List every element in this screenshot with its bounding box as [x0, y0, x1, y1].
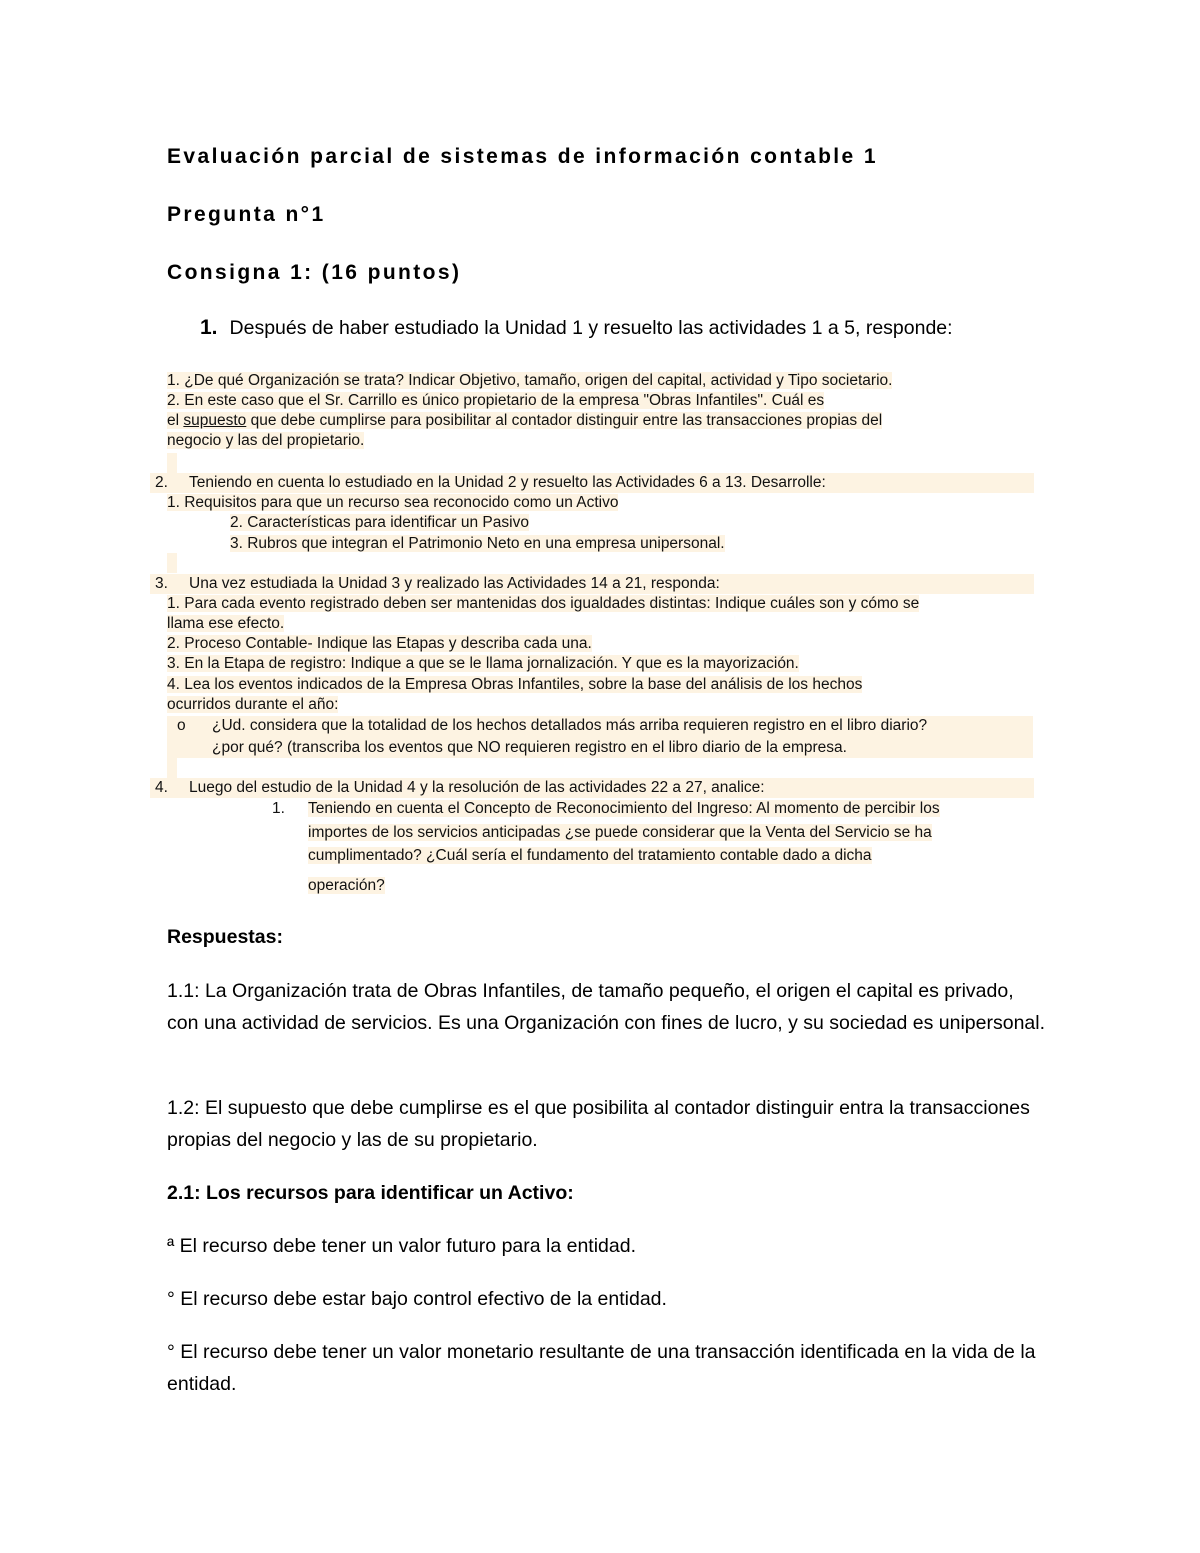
intro-number: 1. — [200, 316, 218, 339]
section3-item3: 3. En la Etapa de registro: Indique a que se le llama jornalización. Y que es la mayorización. — [167, 655, 799, 672]
section3-header: Una vez estudiada la Unidad 3 y realizado las Actividades 14 a 21, responda: — [189, 575, 720, 592]
answer-2-1-heading: 2.1: Los recursos para identificar un Activo: — [167, 1182, 574, 1204]
section3-bullet-marker: o — [177, 717, 186, 734]
section4-header: Luego del estudio de la Unidad 4 y la resolución de las actividades 22 a 27, analice: — [189, 779, 765, 796]
section4-item-line3: cumplimentado? ¿Cuál sería el fundamento del tratamiento contable dado a dicha — [308, 847, 872, 864]
section2-marker: 2. — [155, 474, 168, 491]
section4-item-line2: importes de los servicios anticipadas ¿se puede considerar que la Venta del Servicio se ha — [308, 824, 932, 841]
section1-item2-pre: el — [167, 412, 184, 429]
section4-item-line1: Teniendo en cuenta el Concepto de Reconocimiento del Ingreso: Al momento de percibir los — [308, 800, 940, 817]
answer-1-2-text: El supuesto que debe cumplirse es el que posibilita al contador distinguir entra la transacciones propias del negocio y las de su propietario. — [167, 1097, 1030, 1151]
section3-bullet-line1: ¿Ud. considera que la totalidad de los hechos detallados más arriba requieren registro en el libro diario? — [212, 717, 928, 734]
section3-item1-line2: llama ese efecto. — [167, 615, 285, 632]
section1-item2-line1: 2. En este caso que el Sr. Carrillo es único propietario de la empresa "Obras Infantiles". Cuál es — [167, 392, 825, 409]
answer-1-1 — [167, 975, 1047, 1039]
answer-2-1-item2: ° El recurso debe estar bajo control efectivo de la entidad. — [167, 1288, 667, 1310]
section4-item-line4: operación? — [308, 877, 385, 894]
answer-1-1-text: La Organización trata de Obras Infantiles, de tamaño pequeño, el origen el capital es privado, con una actividad de servicios. Es una Organización con fines de lucro, y su sociedad es unipersonal. — [167, 980, 1046, 1034]
section3-item2: 2. Proceso Contable- Indique las Etapas y describa cada una. — [167, 635, 592, 652]
intro-text: Después de haber estudiado la Unidad 1 y resuelto las actividades 1 a 5, responde: — [229, 317, 953, 339]
section2-item2: 2. Características para identificar un Pasivo — [230, 514, 529, 531]
section4-item-marker: 1. — [272, 800, 285, 817]
answer-1-1-label: 1.1: — [167, 980, 200, 1002]
section2-item3: 3. Rubros que integran el Patrimonio Neto en una empresa unipersonal. — [230, 535, 725, 552]
section1-item2-line3: negocio y las del propietario. — [167, 432, 365, 449]
section1-item1: 1. ¿De qué Organización se trata? Indicar Objetivo, tamaño, origen del capital, actividad y Tipo societario. — [167, 372, 893, 389]
section1-item2-post: que debe cumplirse para posibilitar al contador distinguir entre las transacciones propias del — [246, 412, 883, 429]
answer-2-1-item1: ª El recurso debe tener un valor futuro para la entidad. — [167, 1235, 636, 1257]
intro-paragraph — [200, 316, 953, 340]
section3-item4-line1: 4. Lea los eventos indicados de la Empresa Obras Infantiles, sobre la base del análisis de los hechos — [167, 676, 863, 693]
answer-1-2 — [167, 1092, 1047, 1156]
section1-item2-underlined: supuesto — [183, 412, 247, 429]
answer-2-1-item3: ° El recurso debe tener un valor monetario resultante de una transacción identificada en la vida de la entidad. — [167, 1341, 1036, 1395]
document-title: Evaluación parcial de sistemas de información contable 1 — [167, 145, 878, 168]
section3-marker: 3. — [155, 575, 168, 592]
answers-heading: Respuestas: — [167, 926, 283, 948]
section3-item4-line2: ocurridos durante el año: — [167, 696, 339, 713]
section4-marker: 4. — [155, 779, 168, 796]
section3-bullet-line2: ¿por qué? (transcriba los eventos que NO requieren registro en el libro diario de la empresa. — [212, 739, 847, 756]
question-heading: Pregunta n°1 — [167, 203, 326, 226]
section2-item1: 1. Requisitos para que un recurso sea reconocido como un Activo — [167, 494, 619, 511]
instruction-heading: Consigna 1: (16 puntos) — [167, 261, 462, 284]
section2-header: Teniendo en cuenta lo estudiado en la Unidad 2 y resuelto las Actividades 6 a 13. Desarrolle: — [189, 474, 826, 491]
answer-1-2-label: 1.2: — [167, 1097, 200, 1119]
section3-item1-line1: 1. Para cada evento registrado deben ser mantenidas dos igualdades distintas: Indique cuáles son y cómo se — [167, 595, 920, 612]
